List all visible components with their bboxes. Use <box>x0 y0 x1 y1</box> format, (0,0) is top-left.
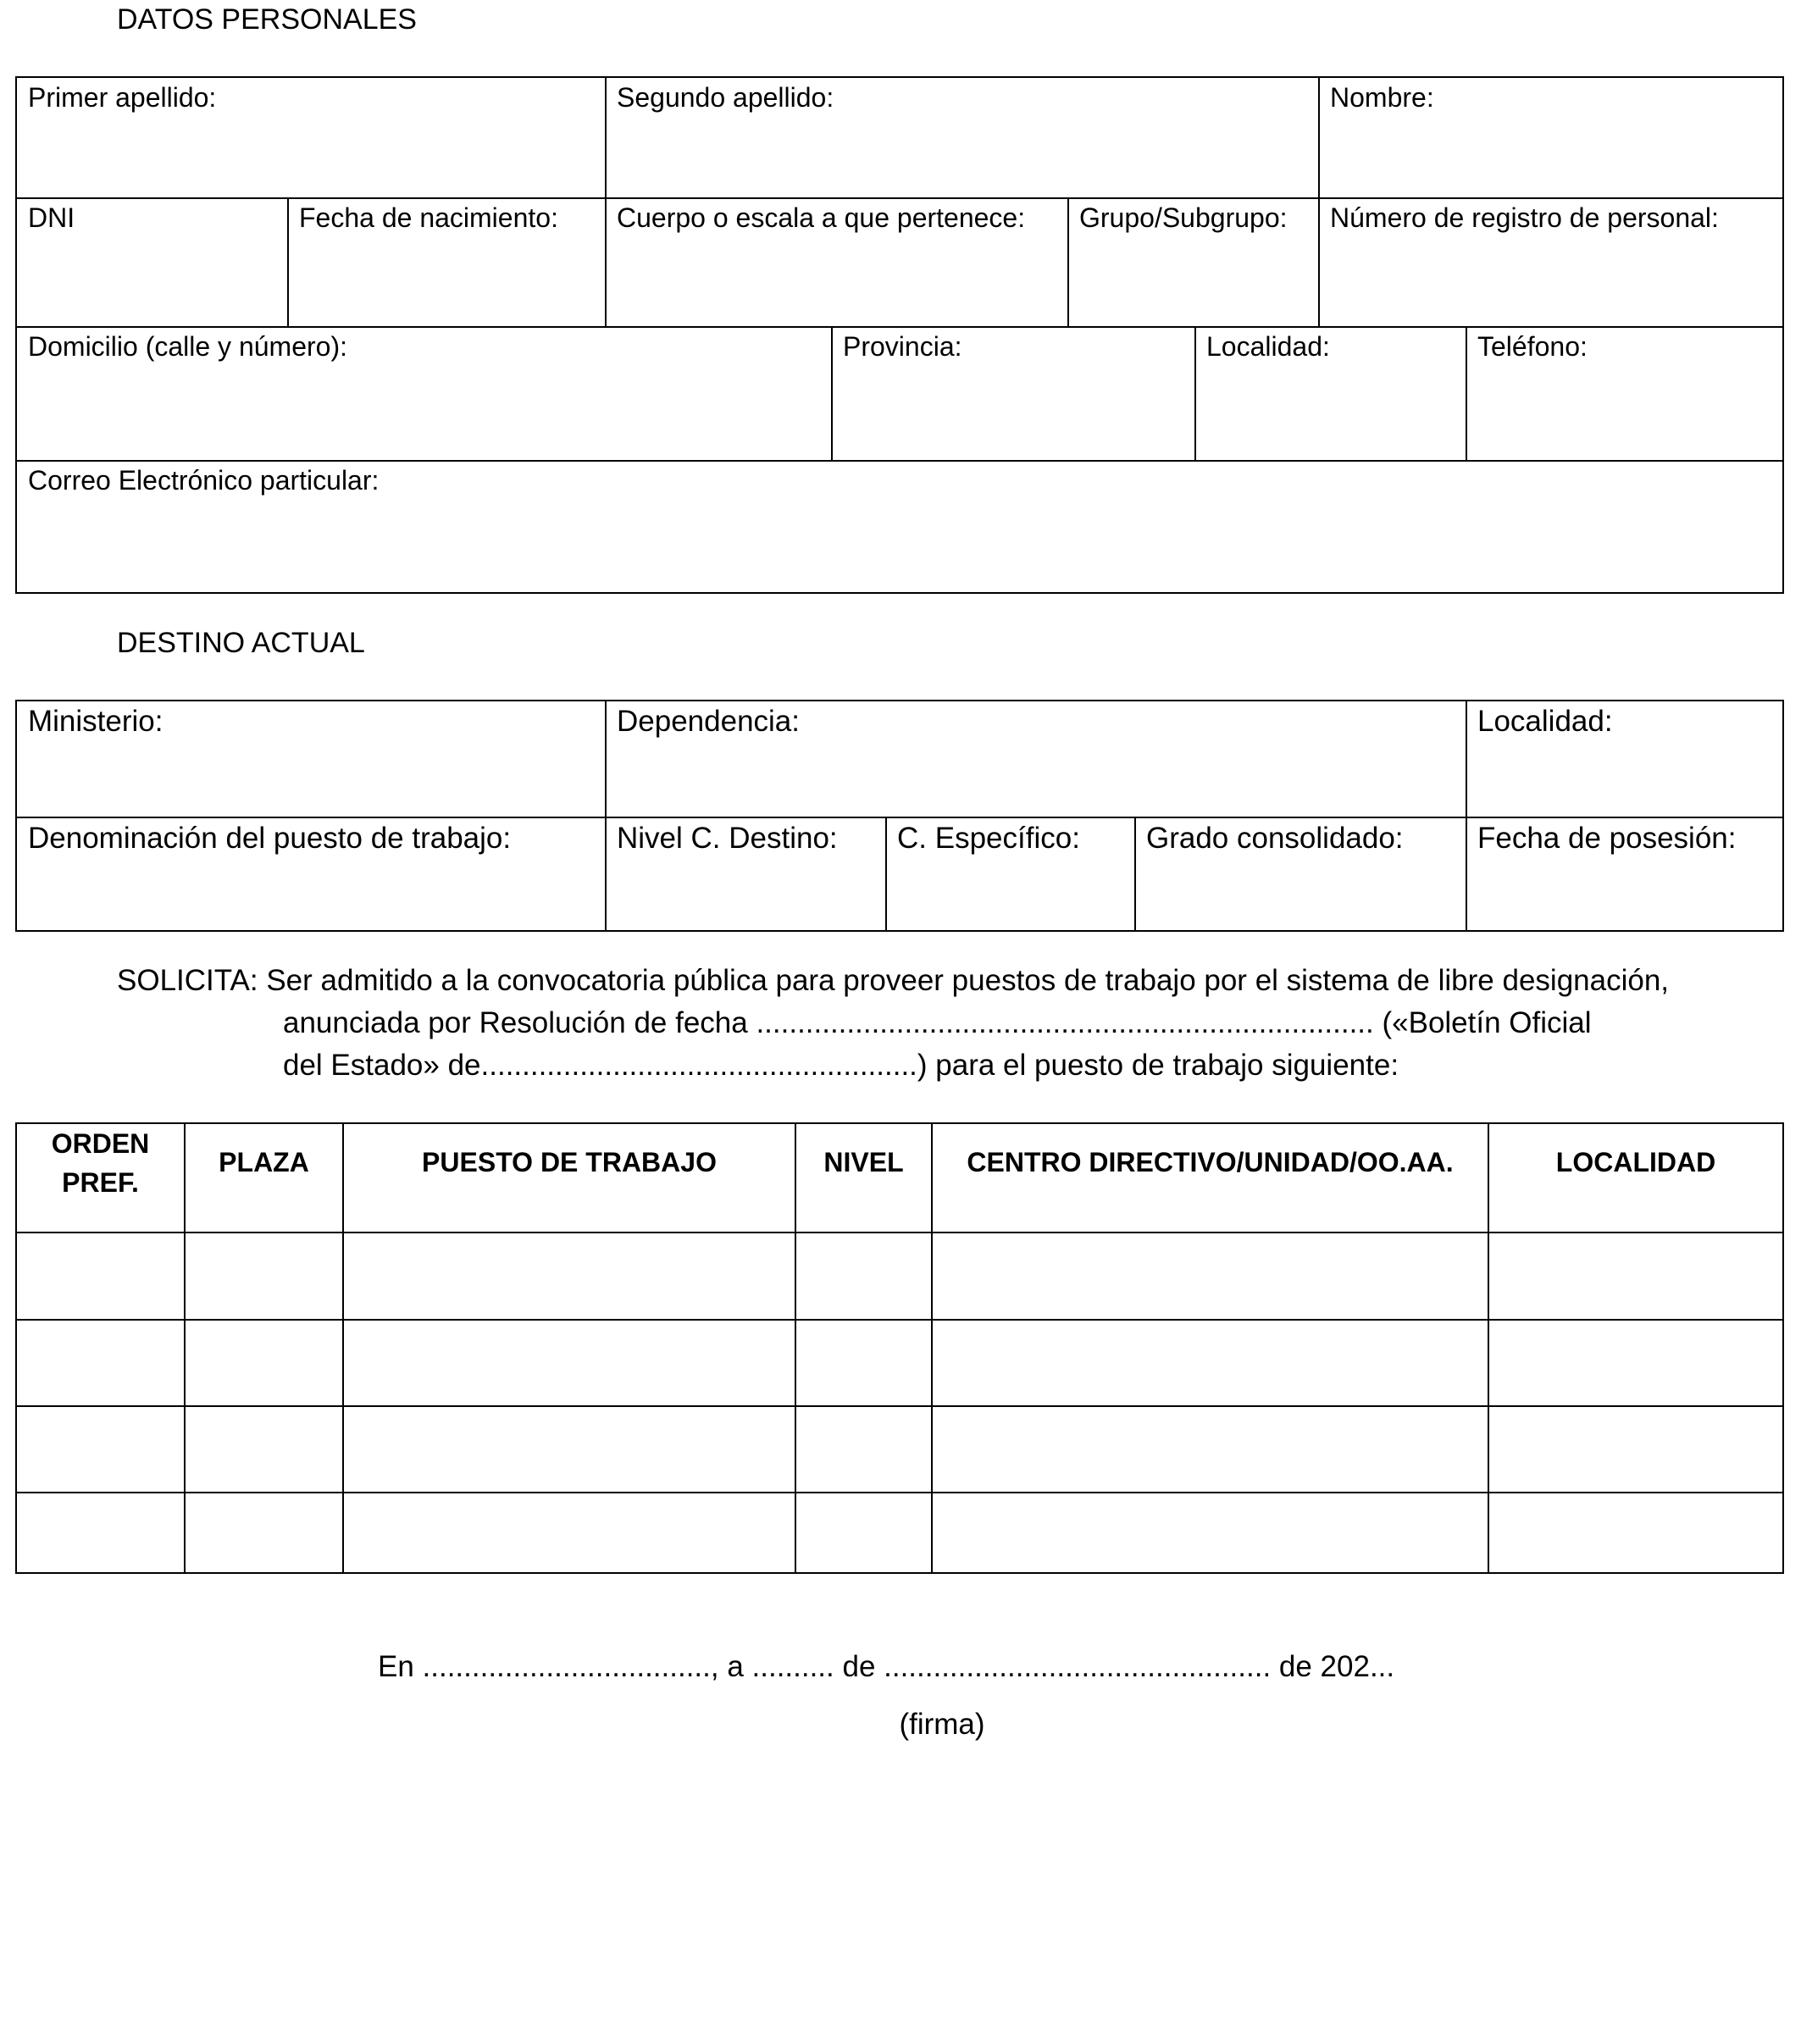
field-grupo-subgrupo-label: Grupo/Subgrupo: <box>1079 202 1288 233</box>
row-divider <box>17 1232 1782 1233</box>
header-plaza: PLAZA <box>219 1147 309 1177</box>
field-denominacion-puesto-label: Denominación del puesto de trabajo: <box>28 822 512 855</box>
field-fecha-posesion-label: Fecha de posesión: <box>1477 822 1737 855</box>
section-title-datos-personales: DATOS PERSONALES <box>117 3 417 36</box>
row-divider <box>17 326 1782 328</box>
header-orden-line: ORDEN <box>51 1128 150 1159</box>
field-ministerio-label: Ministerio: <box>28 705 163 738</box>
field-telefono-label: Teléfono: <box>1477 331 1588 362</box>
field-registro-personal-label: Número de registro de personal: <box>1330 202 1719 233</box>
col-divider <box>287 197 289 328</box>
row-divider <box>17 1405 1782 1407</box>
field-nivel-destino-label: Nivel C. Destino: <box>617 822 838 855</box>
plazas-table <box>15 1122 1784 1574</box>
header-nivel: NIVEL <box>823 1147 904 1177</box>
place-date-line: En ..................................., a .......... de ............................................... de 202... <box>378 1650 1395 1683</box>
col-divider <box>1067 197 1069 328</box>
header-orden-pref <box>17 1124 184 1202</box>
col-divider <box>1488 1124 1489 1572</box>
field-fecha-nacimiento-label: Fecha de nacimiento: <box>299 202 558 233</box>
field-primer-apellido-label: Primer apellido: <box>28 82 217 113</box>
section-title-destino-actual: DESTINO ACTUAL <box>117 627 365 659</box>
col-divider <box>605 78 607 199</box>
col-divider <box>885 817 887 932</box>
col-divider <box>1466 326 1467 462</box>
row-divider <box>17 197 1782 199</box>
col-divider <box>931 1124 933 1572</box>
field-localidad-label: Localidad: <box>1206 331 1330 362</box>
firma-label: (firma) <box>899 1708 985 1741</box>
col-divider <box>1318 197 1320 328</box>
col-divider <box>1194 326 1196 462</box>
col-divider <box>605 817 607 932</box>
header-pref-line: PREF. <box>62 1167 139 1198</box>
row-divider <box>17 1492 1782 1493</box>
row-divider <box>17 1319 1782 1321</box>
field-provincia-label: Provincia: <box>843 331 962 362</box>
col-divider <box>831 326 833 462</box>
header-localidad: LOCALIDAD <box>1555 1147 1716 1177</box>
destino-table <box>15 700 1784 932</box>
col-divider <box>1134 817 1136 932</box>
header-centro-directivo: CENTRO DIRECTIVO/UNIDAD/OO.AA. <box>967 1147 1454 1177</box>
col-divider <box>184 1124 186 1572</box>
row-divider <box>17 460 1782 462</box>
personal-data-table <box>15 76 1784 594</box>
field-dni-label: DNI <box>28 202 75 233</box>
field-destino-localidad-label: Localidad: <box>1477 705 1613 738</box>
col-divider <box>1466 701 1467 818</box>
field-segundo-apellido-label: Segundo apellido: <box>617 82 834 113</box>
col-divider <box>605 701 607 818</box>
header-puesto-trabajo: PUESTO DE TRABAJO <box>422 1147 717 1177</box>
field-dependencia-label: Dependencia: <box>617 705 800 738</box>
col-divider <box>795 1124 796 1572</box>
field-correo-label: Correo Electrónico particular: <box>28 465 380 496</box>
col-divider <box>1318 78 1320 199</box>
row-divider <box>17 817 1782 818</box>
col-divider <box>605 197 607 328</box>
col-divider <box>342 1124 344 1572</box>
solicita-line-3: del Estado» de.....................................................) para el puesto de trabajo siguiente: <box>283 1049 1399 1082</box>
solicita-line-1: SOLICITA: Ser admitido a la convocatoria pública para proveer puestos de trabajo por el sistema de libre designación, <box>117 964 1670 997</box>
field-cuerpo-escala-label: Cuerpo o escala a que pertenece: <box>617 202 1026 233</box>
field-complemento-especifico-label: C. Específico: <box>897 822 1080 855</box>
field-grado-consolidado-label: Grado consolidado: <box>1146 822 1404 855</box>
field-nombre-label: Nombre: <box>1330 82 1434 113</box>
field-domicilio-label: Domicilio (calle y número): <box>28 331 347 362</box>
col-divider <box>1466 817 1467 932</box>
solicita-line-2: anunciada por Resolución de fecha ........................................................................... («Boletín Oficial <box>283 1006 1592 1039</box>
